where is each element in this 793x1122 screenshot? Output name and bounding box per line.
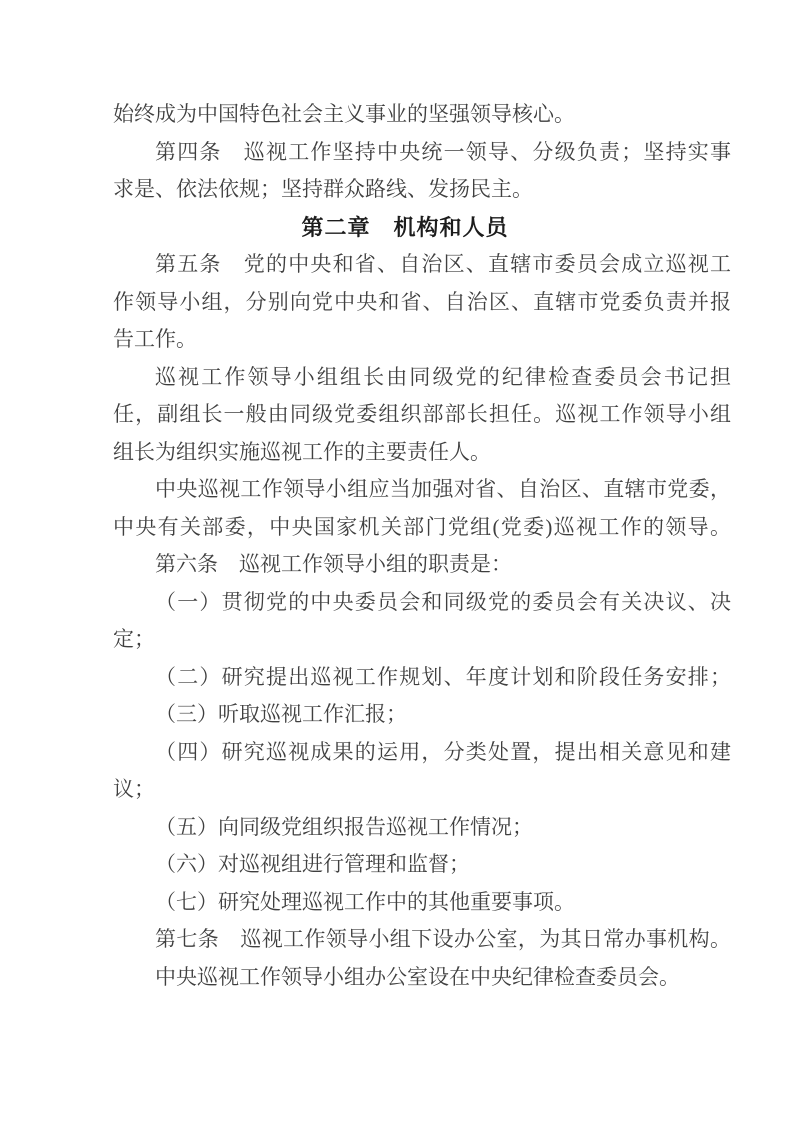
text-line: （六）对巡视组进行管理和监督；	[155, 852, 470, 876]
text-line: 告工作。	[113, 327, 197, 351]
text-line: 议；	[113, 777, 155, 801]
text-line: 定；	[113, 627, 155, 651]
text-line: 巡视工作领导小组组长由同级党的纪律检查委员会书记担	[155, 364, 731, 389]
text-line: 第七条 巡视工作领导小组下设办公室，为其日常办事机构。	[155, 927, 731, 951]
text-line: 中央巡视工作领导小组应当加强对省、自治区、直辖市党委，	[155, 477, 731, 501]
text-line: （一）贯彻党的中央委员会和同级党的委员会有关决议、决	[155, 589, 731, 614]
text-line: （七）研究处理巡视工作中的其他重要事项。	[155, 889, 575, 914]
text-line: 第六条 巡视工作领导小组的职责是：	[155, 552, 512, 576]
text-line: 中央有关部委，中央国家机关部门党组(党委)巡视工作的领导。	[113, 514, 731, 539]
text-line: （三）听取巡视工作汇报；	[155, 702, 407, 726]
text-line: 组长为组织实施巡视工作的主要责任人。	[113, 439, 491, 464]
text-line: （五）向同级党组织报告巡视工作情况；	[155, 814, 533, 839]
text-block	[113, 96, 731, 996]
chapter-heading: 第二章 机构和人员	[301, 214, 509, 240]
text-line: 始终成为中国特色社会主义事业的坚强领导核心。	[113, 102, 575, 126]
text-line: 求是、依法依规；坚持群众路线、发扬民主。	[113, 177, 533, 201]
text-line: （四）研究巡视成果的运用，分类处置，提出相关意见和建	[155, 739, 731, 764]
text-line: 作领导小组，分别向党中央和省、自治区、直辖市党委负责并报	[113, 289, 731, 314]
text-line: 第四条 巡视工作坚持中央统一领导、分级负责；坚持实事	[155, 139, 731, 164]
text-line: 第五条 党的中央和省、自治区、直辖市委员会成立巡视工	[155, 252, 731, 276]
text-line: 中央巡视工作领导小组办公室设在中央纪律检查委员会。	[155, 964, 680, 989]
text-line: （二）研究提出巡视工作规划、年度计划和阶段任务安排；	[155, 664, 731, 689]
text-line: 任，副组长一般由同级党委组织部部长担任。巡视工作领导小组	[113, 402, 731, 426]
